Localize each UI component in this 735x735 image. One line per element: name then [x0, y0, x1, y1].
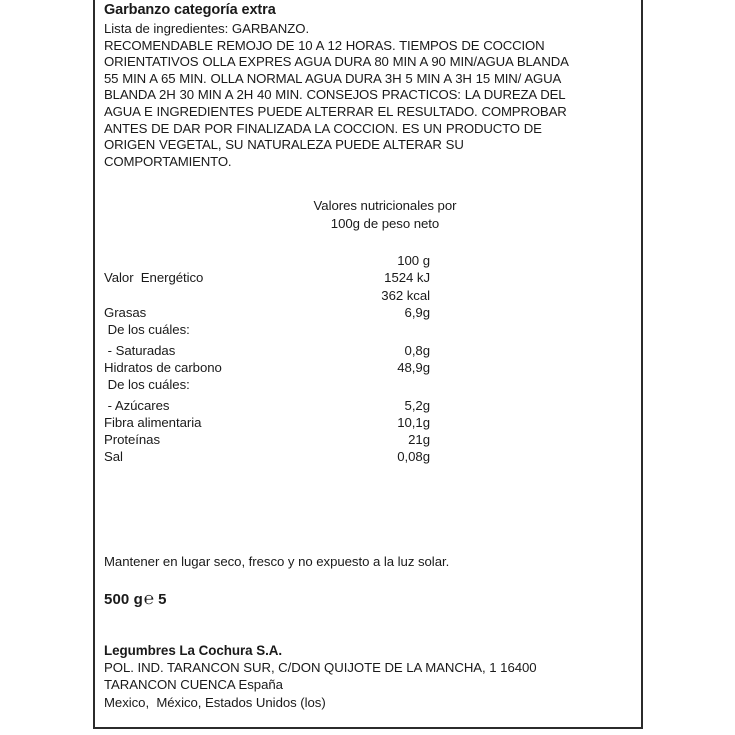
manufacturer-address-line-2: TARANCON CUENCA España — [104, 677, 283, 692]
storage-instructions: Mantener en lugar seco, fresco y no expuesto a la luz solar. — [104, 554, 450, 569]
instructions-line: ORIGEN VEGETAL, SU NATURALEZA PUEDE ALTERAR SU — [104, 137, 464, 153]
nutrient-label: De los cuáles: — [104, 377, 190, 392]
nutrient-value: 48,9g — [397, 359, 430, 375]
table-row — [104, 338, 432, 359]
estimated-sign-icon: ℮ — [143, 589, 155, 608]
ingredients-list: Lista de ingredientes: GARBANZO. — [104, 21, 310, 36]
instructions-line: RECOMENDABLE REMOJO DE 10 A 12 HORAS. TIEMPOS DE COCCION — [104, 37, 545, 53]
nutrition-heading-line-2: 100g de peso neto — [330, 215, 440, 231]
instructions-line: ORIENTATIVOS OLLA EXPRES AGUA DURA 80 MIN A 90 MIN/AGUA BLANDA — [104, 54, 569, 70]
product-label-sheet — [93, 0, 643, 729]
table-row — [104, 376, 432, 393]
nutrient-value — [336, 321, 432, 338]
batch-number: 5 — [158, 591, 167, 608]
nutrition-table-body — [104, 252, 432, 465]
manufacturer-name: Legumbres La Cochura S.A. — [104, 643, 283, 658]
nutrition-table — [104, 252, 432, 465]
nutrition-column-header: 100 g — [397, 253, 430, 269]
table-row — [104, 269, 432, 286]
nutrient-label: De los cuáles: — [104, 321, 190, 337]
instructions-line: AGUA E INGREDIENTES PUEDE ALTERRAR EL RESULTADO. COMPROBAR — [104, 103, 567, 119]
nutrient-label — [104, 287, 336, 304]
nutrient-value — [336, 376, 432, 393]
nutrient-value: 21g — [408, 432, 430, 448]
table-row — [104, 359, 432, 376]
nutrient-label: Grasas — [104, 304, 147, 320]
manufacturer-block — [104, 642, 537, 711]
nutrient-label: Proteínas — [104, 432, 160, 448]
net-weight-line — [104, 590, 167, 609]
nutrient-label: Sal — [104, 449, 123, 465]
instructions-line: COMPORTAMIENTO. — [104, 153, 232, 169]
nutrient-label: - Saturadas — [104, 342, 176, 358]
table-row — [104, 304, 432, 321]
table-row — [104, 431, 432, 448]
instructions-line: ANTES DE DAR POR FINALIZADA LA COCCION. ES UN PRODUCTO DE — [104, 120, 542, 136]
nutrition-table-heading — [104, 197, 636, 232]
nutrient-value: 362 kcal — [381, 287, 430, 303]
table-row-header — [104, 252, 432, 269]
nutrient-value: 1524 kJ — [384, 270, 430, 286]
nutrient-value: 0,08g — [397, 449, 430, 465]
table-row — [104, 448, 432, 465]
product-title: Garbanzo categoría extra — [104, 2, 276, 18]
nutrient-value: 6,9g — [404, 304, 430, 320]
label-content — [104, 0, 636, 465]
nutrient-label: Fibra alimentaria — [104, 415, 202, 431]
table-row — [104, 414, 432, 431]
nutrient-value: 0,8g — [404, 342, 430, 358]
nutrient-label: Hidratos de carbono — [104, 359, 222, 375]
distribution-countries: Mexico, México, Estados Unidos (los) — [104, 695, 326, 710]
manufacturer-address-line-1: POL. IND. TARANCON SUR, C/DON QUIJOTE DE LA MANCHA, 1 16400 — [104, 660, 537, 675]
net-weight-amount: 500 g — [104, 591, 143, 608]
nutrient-label: - Azúcares — [104, 398, 170, 414]
instructions-line: BLANDA 2H 30 MIN A 2H 40 MIN. CONSEJOS PRACTICOS: LA DUREZA DEL — [104, 87, 566, 103]
nutrition-label-empty — [104, 252, 336, 269]
nutrient-label: Valor Energético — [104, 270, 204, 286]
nutrient-value: 10,1g — [397, 415, 430, 431]
nutrition-heading-line-1: Valores nutricionales por — [313, 198, 457, 214]
instructions-line: 55 MIN A 65 MIN. OLLA NORMAL AGUA DURA 3H 5 MIN A 3H 15 MIN/ AGUA — [104, 70, 562, 86]
preparation-instructions — [104, 38, 636, 171]
table-row — [104, 287, 432, 304]
nutrient-value: 5,2g — [404, 398, 430, 414]
table-row — [104, 321, 432, 338]
table-row — [104, 393, 432, 414]
